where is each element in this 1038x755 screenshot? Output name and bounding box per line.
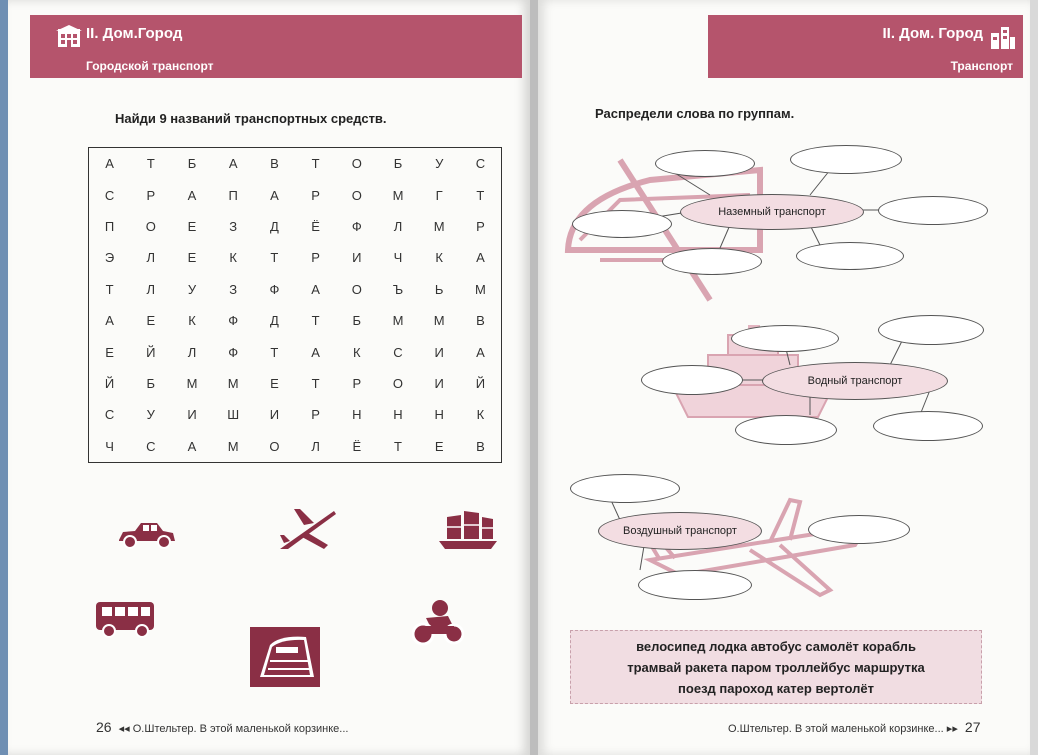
grid-cell[interactable]: Э	[104, 250, 115, 266]
grid-cell[interactable]: Й	[475, 375, 486, 391]
grid-cell[interactable]: В	[476, 313, 485, 329]
grid-cell[interactable]: Е	[105, 344, 114, 360]
grid-cell[interactable]: Б	[393, 156, 403, 172]
grid-cell[interactable]: З	[229, 281, 238, 297]
grid-cell[interactable]: Ь	[434, 281, 444, 297]
answer-oval[interactable]	[655, 150, 755, 177]
word-bank-line-3: поезд пароход катер вертолёт	[678, 681, 874, 696]
grid-cell[interactable]: О	[145, 218, 156, 234]
word-search-grid[interactable]	[88, 147, 502, 463]
grid-cell[interactable]: Е	[434, 438, 444, 454]
answer-oval[interactable]	[873, 411, 983, 441]
grid-cell[interactable]: А	[311, 281, 320, 297]
answer-oval[interactable]	[808, 515, 910, 544]
right-header-title: II. Дом. Город	[882, 25, 983, 42]
airplane-icon	[276, 505, 338, 553]
book-edge	[1030, 0, 1038, 755]
grid-cell[interactable]: Ш	[227, 407, 240, 423]
grid-cell[interactable]: Е	[270, 375, 279, 391]
grid-cell[interactable]: О	[351, 187, 362, 203]
grid-cell[interactable]: И	[352, 250, 362, 266]
right-footer-arrows: ▸▸	[946, 723, 958, 735]
answer-oval[interactable]	[878, 315, 984, 345]
grid-cell[interactable]: Б	[146, 375, 156, 391]
answer-oval[interactable]	[790, 145, 902, 174]
house-icon	[56, 25, 82, 49]
grid-cell[interactable]: Й	[146, 344, 156, 360]
city-icon	[989, 25, 1015, 49]
answer-oval[interactable]	[638, 570, 752, 600]
grid-cell[interactable]: М	[227, 375, 239, 391]
left-header-title: II. Дом.Город	[86, 25, 183, 42]
grid-cell[interactable]: Р	[146, 187, 156, 203]
grid-cell[interactable]: Ф	[228, 344, 239, 360]
grid-cell[interactable]: Р	[311, 250, 320, 266]
grid-cell[interactable]: А	[187, 187, 197, 203]
grid-cell[interactable]: Л	[311, 438, 320, 454]
grid-cell[interactable]: Л	[146, 250, 156, 266]
grid-cell[interactable]: Г	[435, 187, 443, 203]
grid-cell[interactable]: О	[392, 375, 404, 391]
grid-cell[interactable]: Ё	[311, 218, 320, 234]
grid-cell[interactable]: С	[393, 344, 403, 360]
grid-cell[interactable]: Д	[269, 313, 279, 329]
grid-cell[interactable]: У	[146, 407, 155, 423]
grid-cell[interactable]: Т	[311, 313, 320, 329]
grid-cell[interactable]: Ф	[228, 313, 239, 329]
grid-cell[interactable]: Д	[269, 218, 279, 234]
book-gutter	[530, 0, 538, 755]
grid-cell[interactable]: К	[435, 250, 443, 266]
right-header-subtitle: Транспорт	[950, 59, 1013, 73]
left-header-subtitle: Городской транспорт	[86, 59, 214, 73]
grid-cell[interactable]: В	[270, 156, 279, 172]
group-water-transport: Водный транспорт	[762, 362, 948, 400]
grid-cell[interactable]: Р	[352, 375, 362, 391]
grid-cell[interactable]: Ч	[105, 438, 114, 454]
grid-cell[interactable]: Ч	[393, 250, 403, 266]
grid-cell[interactable]: Т	[270, 250, 279, 266]
grid-cell[interactable]: М	[392, 187, 404, 203]
grid-cell[interactable]: М	[474, 281, 486, 297]
grid-cell[interactable]: М	[433, 218, 445, 234]
grid-cell[interactable]: П	[104, 218, 115, 234]
word-bank	[570, 630, 982, 704]
answer-oval[interactable]	[572, 210, 672, 238]
grid-cell[interactable]: С	[475, 156, 486, 172]
left-footer-text: О.Штельтер. В этой маленькой корзинке...	[132, 723, 349, 735]
grid-cell[interactable]: Б	[187, 156, 197, 172]
grid-cell[interactable]: А	[187, 438, 197, 454]
word-bank-line-1: велосипед лодка автобус самолёт корабль	[636, 639, 916, 654]
answer-oval[interactable]	[878, 196, 988, 225]
car-icon	[115, 520, 177, 550]
grid-cell[interactable]: О	[351, 281, 362, 297]
grid-cell[interactable]: И	[434, 375, 444, 391]
grid-cell[interactable]: И	[434, 344, 444, 360]
grid-cell[interactable]: А	[476, 344, 485, 360]
grid-cell[interactable]: А	[270, 187, 279, 203]
grid-cell[interactable]: У	[187, 281, 197, 297]
grid-cell[interactable]: А	[105, 156, 114, 172]
grid-cell[interactable]: У	[435, 156, 444, 172]
grid-cell[interactable]: К	[476, 407, 485, 423]
grid-cell[interactable]: Т	[311, 375, 320, 391]
grid-cell[interactable]: С	[146, 438, 156, 454]
motorcycle-icon	[412, 598, 464, 646]
grid-cell[interactable]: М	[433, 313, 445, 329]
word-bank-line-2: трамвай ракета паром троллейбус маршрутка	[627, 660, 925, 675]
grid-cell[interactable]: Е	[146, 313, 156, 329]
grid-cell[interactable]: Т	[105, 281, 114, 297]
grid-cell[interactable]: Р	[311, 407, 320, 423]
grid-cell[interactable]: К	[353, 344, 361, 360]
grid-cell[interactable]: Т	[270, 344, 279, 360]
grid-cell[interactable]: В	[476, 438, 485, 454]
grid-cell[interactable]: Н	[393, 407, 403, 423]
answer-oval[interactable]	[641, 365, 743, 395]
train-icon	[250, 627, 320, 687]
grid-cell[interactable]: Т	[311, 156, 320, 172]
sailing-ship-icon	[437, 509, 499, 551]
left-page-number: 26	[96, 719, 112, 735]
answer-oval[interactable]	[662, 248, 762, 275]
grid-cell[interactable]: Л	[146, 281, 156, 297]
left-instruction: Найди 9 названий транспортных средств.	[115, 111, 387, 126]
right-page-header	[708, 15, 1023, 78]
grid-cell[interactable]: З	[229, 218, 238, 234]
grid-cell[interactable]: Т	[146, 156, 155, 172]
grid-cell[interactable]: Е	[187, 218, 197, 234]
bus-icon	[94, 600, 158, 640]
grid-cell[interactable]: Т	[476, 187, 485, 203]
left-footer-arrows: ◂◂	[118, 723, 130, 735]
grid-cell[interactable]: Н	[434, 407, 444, 423]
right-instruction: Распредели слова по группам.	[595, 106, 795, 121]
grid-cell[interactable]: М	[392, 313, 404, 329]
grid-cell[interactable]: С	[104, 187, 115, 203]
grid-cell[interactable]: А	[476, 250, 485, 266]
grid-cell[interactable]: Р	[311, 187, 320, 203]
grid-cell[interactable]: Ф	[269, 281, 280, 297]
answer-oval[interactable]	[796, 242, 904, 270]
grid-cell[interactable]: Р	[476, 218, 485, 234]
grid-cell[interactable]: К	[188, 313, 196, 329]
left-footer	[92, 719, 348, 735]
grid-cell[interactable]: М	[186, 375, 198, 391]
grid-cell[interactable]: О	[269, 438, 280, 454]
grid-cell[interactable]: А	[228, 156, 238, 172]
grid-cell[interactable]: Т	[394, 438, 402, 454]
answer-oval[interactable]	[735, 415, 837, 445]
grid-cell[interactable]: Б	[352, 313, 362, 329]
grid-cell[interactable]: С	[104, 407, 115, 423]
grid-cell[interactable]: Ф	[351, 218, 362, 234]
right-page-number: 27	[964, 719, 981, 735]
group-air-transport: Воздушный транспорт	[598, 512, 762, 550]
answer-oval[interactable]	[731, 325, 839, 352]
grid-cell[interactable]: М	[227, 438, 239, 454]
grid-cell[interactable]: П	[228, 187, 238, 203]
grid-cell[interactable]: К	[229, 250, 237, 266]
answer-oval[interactable]	[570, 474, 680, 503]
grid-cell[interactable]: Л	[187, 344, 197, 360]
grid-cell[interactable]: И	[269, 407, 280, 423]
grid-cell[interactable]: О	[351, 156, 362, 172]
right-footer-text: О.Штельтер. В этой маленькой корзинке...	[728, 723, 944, 735]
grid-cell[interactable]: Ё	[352, 438, 362, 454]
grid-cell[interactable]: Ъ	[392, 281, 404, 297]
grid-cell[interactable]: А	[105, 313, 114, 329]
grid-cell[interactable]: Н	[352, 407, 362, 423]
grid-cell[interactable]: Е	[187, 250, 197, 266]
right-footer	[728, 719, 984, 735]
grid-cell[interactable]: Л	[393, 218, 403, 234]
left-page-header	[30, 15, 522, 78]
grid-cell[interactable]: А	[311, 344, 320, 360]
group-land-transport: Наземный транспорт	[680, 194, 864, 230]
grid-cell[interactable]: Й	[104, 375, 115, 391]
grid-cell[interactable]: И	[187, 407, 197, 423]
